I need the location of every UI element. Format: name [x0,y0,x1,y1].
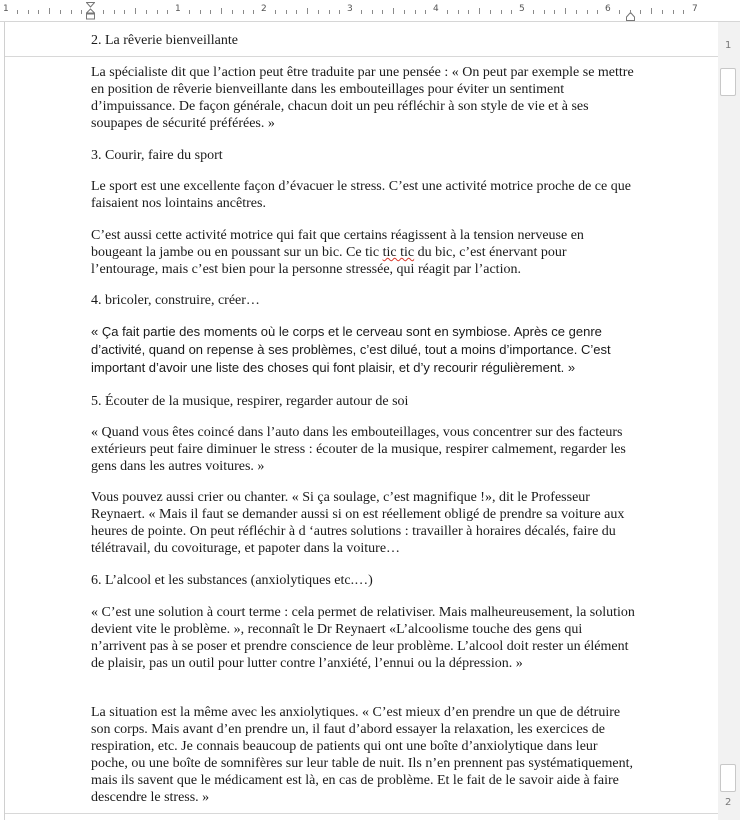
ruler-tick [114,10,115,14]
ruler-tick [533,10,534,14]
ruler-number: 2 [261,4,267,14]
ruler-tick [458,10,459,14]
paragraph-text: du bic, c’est énervant pour l’entourage, mais c’est bien pour la personne stressée, qui réagit par l’action. [91,245,567,277]
ruler-number: 3 [347,4,353,14]
ruler-tick [544,10,545,14]
ruler-tick [286,10,287,14]
ruler-tick [210,10,211,14]
paragraph: « Quand vous êtes coincé dans l’auto dans les embouteillages, vous concentrer sur des facteurs extérieurs peut faire diminuer le stress : écouter de la musique, respirer calmement, regarder les gens dans les autres voitures. » [91,425,626,474]
section-heading: 2. La rêverie bienveillante [91,33,238,48]
section-heading: 6. L’alcool et les substances (anxiolytiques etc.…) [91,573,373,588]
section-heading: 3. Courir, faire du sport [91,148,223,163]
paragraph: « Ça fait partie des moments où le corps et le cerveau sont en symbiose. Après ce genre d’activité, quand on repense à ses problèmes, c’est dilué, tout a moins d’importance. C’est important d’avoir une liste des choses qui font plaisir, et d’y recourir régulièrement. » [91,324,611,375]
paragraph: « C’est une solution à court terme : cela permet de relativiser. Mais malheureusement, la solution devient vite le problème. », reconnaît le Dr Reynaert «L’alcoolisme touche des gens qui n’arrivent pas à se poser et prendre conscience de leur problème. L’alcool doit rester un élément de plaisir, pas un outil pour lutter contre l’anxiété, l’ennui ou la dépression. » [91,605,635,671]
ruler-tick [253,10,254,14]
side-pane-box [720,764,736,792]
section-heading: 4. bricoler, construire, créer… [91,293,260,308]
ruler-tick [200,10,201,14]
ruler-tick [60,10,61,14]
ruler-tick [619,10,620,14]
ruler-number: 1 [175,4,181,14]
ruler-tick [157,10,158,14]
ruler-number: 5 [519,4,525,14]
ruler-tick [361,10,362,14]
ruler-tick [275,10,276,14]
ruler-tick [243,10,244,14]
ruler-tick [307,8,308,14]
page-number: 2 [725,797,732,808]
ruler-tick [339,10,340,14]
ruler-tick [167,10,168,14]
indent-marker-icon[interactable] [86,2,95,20]
ruler-tick [49,8,50,14]
ruler-tick [146,10,147,14]
ruler-number: 1 [3,4,9,14]
ruler-tick [28,10,29,14]
ruler-number: 6 [605,4,611,14]
paragraph: Vous pouvez aussi crier ou chanter. « Si ça soulage, c’est magnifique !», dit le Professeur Reynaert. « Mais il faut se demander aussi si on est réellement obligé de prendre sa voiture aux heures de pointe. On peut réfléchir à d ‘autres solutions : travailler à horaires décalés, faire du télétravail, du covoiturage, et papoter dans la voiture… [91,490,625,556]
section-heading: 5. Écouter de la musique, respirer, regarder autour de soi [91,394,409,409]
ruler-tick [501,10,502,14]
paragraph: Le sport est une excellente façon d’évacuer le stress. C’est une activité motrice proche de ce que faisaient nos lointains ancêtres. [91,179,631,211]
right-gutter [718,22,740,820]
ruler-tick [597,10,598,14]
paragraph-text: C’est aussi cette activité motrice qui fait que certains réagissent à la tension nerveuse en bougeant la jambe ou en poussant sur un bic. Ce tic [91,228,584,260]
ruler-tick [318,10,319,14]
ruler-number: 4 [433,4,439,14]
ruler-tick [468,10,469,14]
ruler-tick [662,10,663,14]
ruler-tick [673,10,674,14]
ruler-tick [576,10,577,14]
ruler-tick [38,10,39,14]
ruler-tick [393,8,394,14]
ruler-tick [232,10,233,14]
ruler-number: 7 [692,4,698,14]
ruler-tick [135,8,136,14]
ruler-tick [640,10,641,14]
misspelled-word[interactable]: tic tic [382,245,415,260]
ruler-tick [415,10,416,14]
ruler-tick [425,10,426,14]
ruler-tick [587,10,588,14]
header-divider [5,56,718,57]
ruler-tick [490,10,491,14]
side-pane-box [720,68,736,96]
right-indent-marker-icon[interactable] [626,12,635,21]
ruler-tick [447,10,448,14]
ruler-tick [221,8,222,14]
ruler-tick [630,10,631,14]
paragraph [91,227,636,278]
ruler-tick [189,10,190,14]
ruler-tick [103,10,104,14]
ruler-tick [554,10,555,14]
paragraph: La situation est la même avec les anxiolytiques. « C’est mieux d’en prendre un que de détruire son corps. Mais avant d’en prendre un, il faut d’abord essayer la relaxation, les exercices de respiration, etc. Je connais beaucoup de patients qui ont une boîte d’anxiolytique dans leur poche, ou une boîte de somnifères sur leur table de nuit. Ils n’en prennent pas systématiquement, mais ils savent que le médicament est là, en cas de problème. Et le fait de le savoir aide à faire descendre le stress. » [91,705,633,805]
ruler-tick [71,10,72,14]
horizontal-ruler[interactable] [0,0,740,22]
ruler-tick [382,10,383,14]
page-edge [4,22,5,820]
ruler-tick [565,8,566,14]
paragraph: La spécialiste dit que l’action peut être traduite par une pensée : « On peut par exemple se mettre en position de rêverie bienveillante dans les embouteillages pour éviter un sentiment d’impuissance. De façon générale, chacun doit un peu réfléchir à son style de vie et à ses soupapes de sécurité préférées. » [91,65,634,131]
page-number: 1 [725,40,732,51]
ruler-tick [17,10,18,14]
ruler-tick [124,10,125,14]
ruler-tick [296,10,297,14]
ruler-tick [404,10,405,14]
ruler-tick [651,8,652,14]
ruler-tick [81,10,82,14]
ruler-tick [479,8,480,14]
ruler-tick [683,10,684,14]
ruler-tick [329,10,330,14]
footer-divider [5,813,718,814]
ruler-tick [511,10,512,14]
ruler-tick [372,10,373,14]
